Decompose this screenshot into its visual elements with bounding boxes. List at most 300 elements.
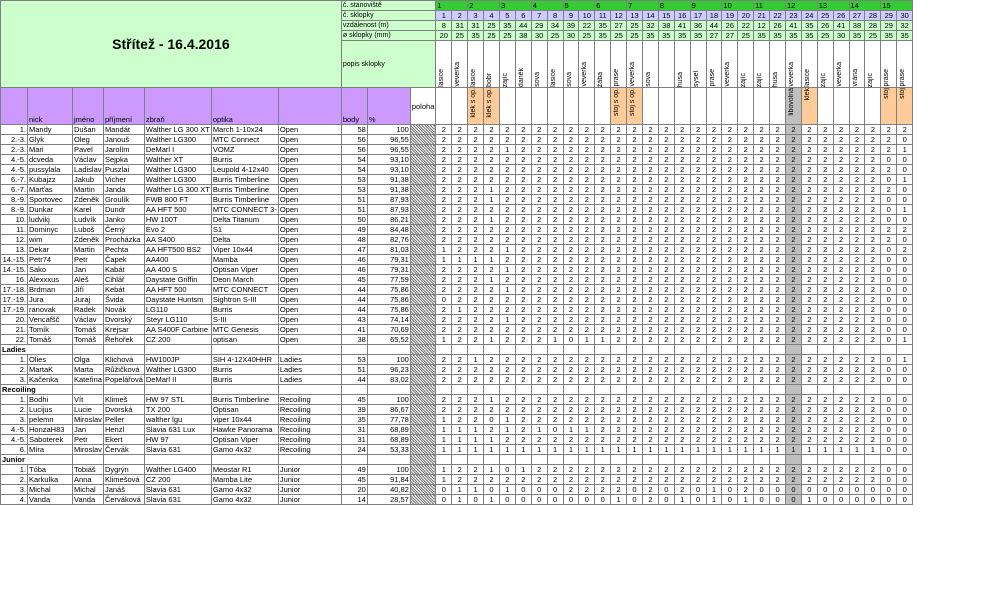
score-cell: 2 [515,375,531,385]
score-cell: 2 [865,365,881,375]
target-position [531,88,547,125]
score-cell: 2 [547,325,563,335]
score-cell: 2 [690,395,706,405]
distance-value: 36 [690,21,706,31]
score-cell: 0 [881,365,897,375]
score-cell: 2 [881,145,897,155]
score-cell: 2 [611,215,627,225]
spacer [410,415,436,425]
diameter-value: 38 [515,31,531,41]
percent: 75,86 [367,285,410,295]
score-cell: 0 [563,335,579,345]
last-name: Henzl [103,425,144,435]
score-cell: 2 [484,225,500,235]
table-row [1,325,913,335]
table-row [1,425,913,435]
score-cell: 2 [849,235,865,245]
score-cell: 2 [642,415,658,425]
gun: AA S400 [144,235,211,245]
score-cell: 2 [595,165,611,175]
spacer [410,395,436,405]
score-cell: 2 [531,135,547,145]
score-cell: 2 [531,415,547,425]
target-number: 25 [817,11,833,21]
score-cell: 2 [563,265,579,275]
score-cell: 2 [611,325,627,335]
score-cell: 2 [468,325,484,335]
gun: TX 200 [144,405,211,415]
score-cell: 2 [770,225,786,235]
score-cell: 2 [801,145,817,155]
optic: MTC CONNECT [211,285,278,295]
distance-value: 29 [531,21,547,31]
optic: Optisan [211,405,278,415]
class: Open [278,125,341,135]
score-cell: 2 [515,405,531,415]
rank: 1. [1,395,28,405]
diameter-value: 25 [579,31,595,41]
score-cell: 2 [468,315,484,325]
table-row [1,135,913,145]
score-cell: 2 [436,145,452,155]
percent: 53,33 [367,445,410,455]
score-cell: 0 [881,375,897,385]
score-cell: 2 [706,435,722,445]
score-cell: 2 [547,355,563,365]
gun: CZ 200 [144,335,211,345]
table-row [1,245,913,255]
score-cell: 2 [690,165,706,175]
score-cell: 0 [547,485,563,495]
score-cell: 2 [531,435,547,445]
spacer [410,445,436,455]
score-cell: 2 [801,195,817,205]
score-cell: 2 [754,215,770,225]
score-cell: 2 [547,195,563,205]
gun: LG110 [144,305,211,315]
score-cell: 2 [738,215,754,225]
target-position: libovolná [785,88,801,125]
score-cell: 2 [436,365,452,375]
score-cell: 2 [801,285,817,295]
score-cell: 2 [706,295,722,305]
score-cell: 1 [547,445,563,455]
score-cell: 2 [865,335,881,345]
score-cell: 2 [579,185,595,195]
score-cell: 2 [484,365,500,375]
score-cell: 1 [563,445,579,455]
percent: 91,38 [367,175,410,185]
score-cell: 2 [690,185,706,195]
class: Open [278,305,341,315]
score-cell: 2 [627,125,643,135]
score-cell: 2 [563,325,579,335]
score-cell: 2 [658,475,674,485]
score-cell: 2 [563,375,579,385]
optic: Burris [211,305,278,315]
target-number: 4 [484,11,500,21]
target-position: klek s op. [468,88,484,125]
score-cell: 2 [785,375,801,385]
table-row [1,265,913,275]
score-cell: 2 [468,375,484,385]
score-cell: 2 [563,185,579,195]
station-number: 13 [817,1,849,11]
score-cell: 2 [770,165,786,175]
score-cell: 2 [499,475,515,485]
score-cell: 2 [579,485,595,495]
score-cell: 2 [452,205,468,215]
last-name: Dvorská [103,405,144,415]
score-cell: 2 [690,205,706,215]
score-cell: 1 [563,425,579,435]
score-cell: 2 [627,405,643,415]
table-row [1,175,913,185]
target-position [817,88,833,125]
score-cell: 2 [563,225,579,235]
score-cell: 2 [563,215,579,225]
score-cell: 2 [865,235,881,245]
target-number: 18 [706,11,722,21]
gun: Slavia 631 Lux [144,425,211,435]
score-cell: 2 [674,145,690,155]
score-cell: 2 [770,395,786,405]
score-cell: 1 [436,475,452,485]
score-cell: 0 [881,275,897,285]
diameter-value: 25 [738,31,754,41]
gun: Steyr LG110 [144,315,211,325]
first-name: Pavel [73,145,104,155]
score-cell: 2 [690,465,706,475]
score-cell: 2 [627,475,643,485]
rank: 4.-5. [1,435,28,445]
score-cell: 2 [595,285,611,295]
score-cell: 2 [611,365,627,375]
rank: 4.-5. [1,155,28,165]
score-cell: 2 [499,365,515,375]
score-cell: 2 [785,425,801,435]
score-cell: 2 [849,155,865,165]
score-cell: 0 [627,495,643,505]
last-name: Růžičková [103,365,144,375]
score-cell: 2 [833,225,849,235]
target-position [563,88,579,125]
score-cell: 2 [770,375,786,385]
target-position [579,88,595,125]
target-position [706,88,722,125]
target-position [515,88,531,125]
score-cell: 2 [627,275,643,285]
gun: HW 100T [144,215,211,225]
score-cell: 2 [579,285,595,295]
score-cell: 2 [785,135,801,145]
spacer [410,155,436,165]
optic: Burris [211,375,278,385]
score-cell: 2 [595,375,611,385]
nick: wim [28,235,73,245]
score-cell: 2 [833,145,849,155]
score-cell: 2 [754,165,770,175]
points: 24 [341,445,367,455]
table-row [1,355,913,365]
score-cell: 2 [770,365,786,375]
score-cell: 2 [595,145,611,155]
nick: Petr74 [28,255,73,265]
score-cell: 2 [849,165,865,175]
first-name: Luboš [73,225,104,235]
nick: Michal [28,485,73,495]
score-cell: 2 [468,475,484,485]
score-cell: 2 [785,245,801,255]
target-description: prase [881,41,897,88]
first-name: Lucie [73,405,104,415]
first-name: Jan [73,425,104,435]
spacer [410,405,436,415]
score-cell: 2 [770,235,786,245]
score-cell: 2 [865,285,881,295]
table-row [1,335,913,345]
score-cell: 0 [897,275,913,285]
class: Open [278,225,341,235]
score-cell: 0 [897,365,913,375]
score-cell: 1 [499,425,515,435]
score-cell: 2 [484,205,500,215]
score-cell: 2 [881,235,897,245]
score-cell: 1 [499,415,515,425]
class: Open [278,265,341,275]
points: 45 [341,475,367,485]
score-cell: 2 [833,465,849,475]
score-cell: 2 [785,215,801,225]
rank: 6. [1,445,28,455]
score-cell: 2 [547,255,563,265]
table-row [1,255,913,265]
score-cell: 2 [515,325,531,335]
score-cell: 1 [785,445,801,455]
score-cell: 2 [452,245,468,255]
score-cell: 2 [436,305,452,315]
score-cell: 2 [515,145,531,155]
score-cell: 2 [833,325,849,335]
target-description: veverka [627,41,643,88]
target-number: 3 [468,11,484,21]
score-cell: 2 [452,375,468,385]
score-cell: 1 [642,445,658,455]
score-cell: 0 [499,465,515,475]
points: 41 [341,325,367,335]
rank: 2.-3. [1,135,28,145]
score-cell: 0 [881,435,897,445]
score-cell: 2 [531,125,547,135]
score-cell: 2 [515,335,531,345]
score-cell: 2 [674,435,690,445]
score-cell: 2 [658,375,674,385]
optic: Burris Timberline [211,395,278,405]
score-cell: 0 [770,485,786,495]
nick: Karkulka [28,475,73,485]
diameter-value: 25 [499,31,515,41]
score-cell: 2 [579,245,595,255]
score-cell: 2 [785,265,801,275]
rank: 8.-9. [1,195,28,205]
score-cell: 2 [499,325,515,335]
score-cell: 2 [690,305,706,315]
score-cell: 2 [865,255,881,265]
score-cell: 2 [547,145,563,155]
class: Open [278,285,341,295]
optic: Burris [211,155,278,165]
score-cell: 2 [579,275,595,285]
score-cell: 2 [817,475,833,485]
target-description: daněk [515,41,531,88]
score-cell: 2 [658,405,674,415]
score-cell: 0 [658,495,674,505]
target-position: klek [801,88,817,125]
diameter-value: 25 [611,31,627,41]
points: 56 [341,145,367,155]
class: Open [278,245,341,255]
score-cell: 2 [468,135,484,145]
score-cell: 2 [706,405,722,415]
score-cell: 2 [611,275,627,285]
score-cell: 2 [436,125,452,135]
diameter-value: 27 [706,31,722,41]
score-cell: 1 [595,445,611,455]
score-cell: 2 [468,165,484,175]
score-cell: 2 [484,285,500,295]
score-cell: 2 [865,195,881,205]
score-cell: 2 [817,365,833,375]
spacer [410,265,436,275]
score-cell: 2 [563,175,579,185]
last-name: Černý [103,225,144,235]
score-cell: 2 [690,225,706,235]
score-cell: 2 [849,315,865,325]
score-cell: 2 [436,315,452,325]
percent: 93,10 [367,165,410,175]
score-cell: 2 [531,215,547,225]
distance-value: 38 [849,21,865,31]
score-cell: 2 [833,305,849,315]
score-cell: 2 [817,275,833,285]
percent: 91,84 [367,475,410,485]
score-cell: 2 [484,405,500,415]
score-cell: 2 [690,355,706,365]
diameter-value: 30 [833,31,849,41]
score-cell: 2 [754,425,770,435]
score-cell: 2 [674,265,690,275]
first-name: Olga [73,355,104,365]
score-cell: 0 [897,235,913,245]
target-position [499,88,515,125]
score-cell: 2 [881,125,897,135]
distance-value: 41 [674,21,690,31]
target-description: prase [897,41,913,88]
score-cell: 2 [658,195,674,205]
first-name: Jakub [73,175,104,185]
score-cell: 2 [452,235,468,245]
class: Junior [278,465,341,475]
score-cell: 2 [785,465,801,475]
score-cell: 2 [515,155,531,165]
score-cell: 2 [484,425,500,435]
target-number: 23 [785,11,801,21]
score-cell: 2 [436,325,452,335]
table-row [1,435,913,445]
score-cell: 2 [849,245,865,255]
score-cell: 2 [754,275,770,285]
score-cell: 2 [658,435,674,445]
score-cell: 2 [595,205,611,215]
score-cell: 1 [690,445,706,455]
score-cell: 2 [499,435,515,445]
spacer [410,215,436,225]
percent: 100 [367,355,410,365]
score-cell: 2 [595,325,611,335]
points: 39 [341,405,367,415]
last-name: Mandát [103,125,144,135]
score-cell: 2 [817,205,833,215]
score-cell: 2 [642,175,658,185]
points: 38 [341,335,367,345]
distance-value: 26 [722,21,738,31]
optic: Deon March [211,275,278,285]
score-cell: 2 [738,355,754,365]
spacer [410,165,436,175]
score-cell: 2 [833,215,849,225]
first-name: Dušan [73,125,104,135]
score-cell: 2 [468,295,484,305]
score-cell: 2 [642,425,658,435]
nick: Tóba [28,465,73,475]
score-cell: 2 [754,265,770,275]
score-cell: 2 [785,125,801,135]
score-cell: 2 [579,305,595,315]
score-cell: 2 [595,265,611,275]
score-cell: 2 [849,475,865,485]
table-row [1,475,913,485]
score-cell: 2 [452,405,468,415]
score-cell: 2 [801,315,817,325]
score-cell: 2 [515,205,531,215]
score-cell: 2 [627,315,643,325]
score-cell: 1 [849,445,865,455]
score-cell: 2 [627,335,643,345]
nick: Olies [28,355,73,365]
score-cell: 2 [642,305,658,315]
score-cell: 2 [452,285,468,295]
score-cell: 2 [674,375,690,385]
score-cell: 2 [690,315,706,325]
score-cell: 2 [722,285,738,295]
score-cell: 2 [801,185,817,195]
score-cell: 2 [499,175,515,185]
score-cell: 2 [658,125,674,135]
score-cell: 2 [833,165,849,175]
score-cell: 2 [770,135,786,145]
table-row [1,165,913,175]
first-name: Juraj [73,295,104,305]
score-cell: 2 [849,405,865,415]
target-description: sova [642,41,658,88]
percent: 77,59 [367,275,410,285]
last-name: Klichová [103,355,144,365]
score-cell: 2 [833,375,849,385]
score-cell: 0 [547,425,563,435]
percent: 93,10 [367,155,410,165]
gun: Daystate Huntsm [144,295,211,305]
target-position: klek s op. [484,88,500,125]
